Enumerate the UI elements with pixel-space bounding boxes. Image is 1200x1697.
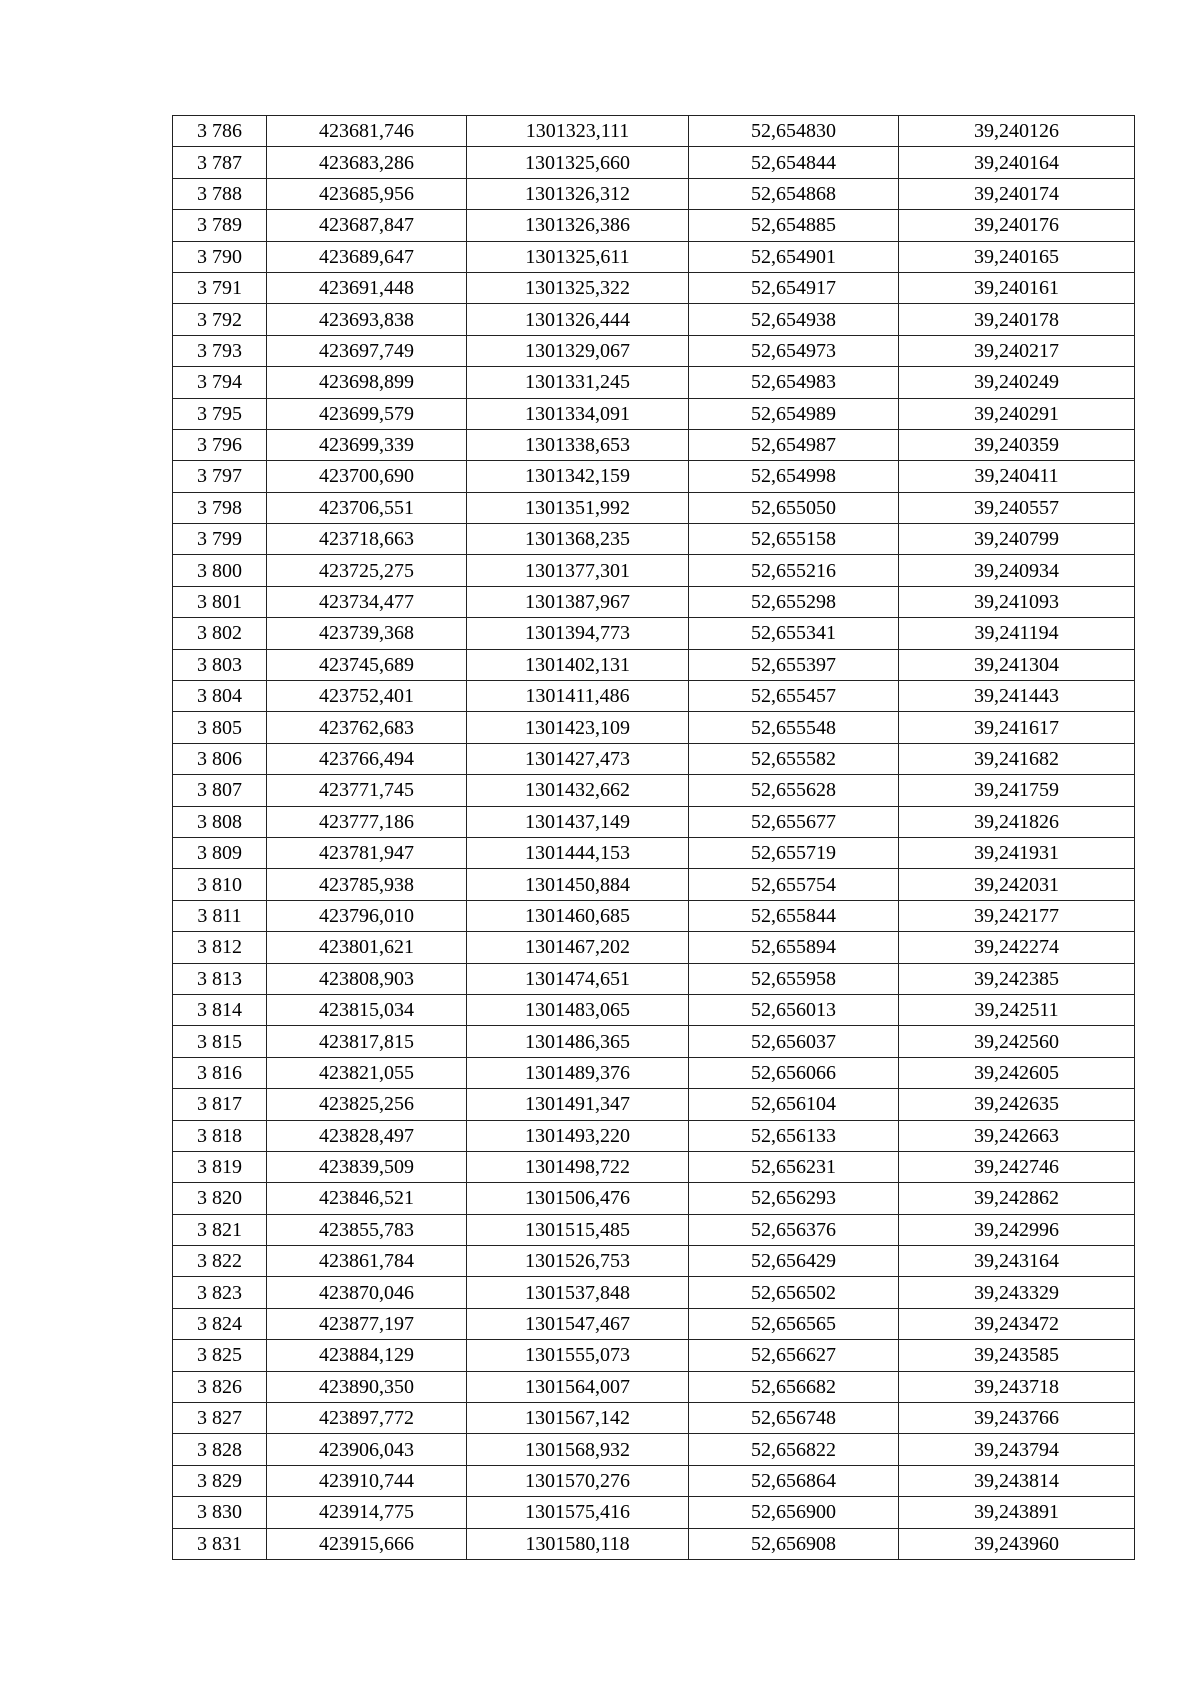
longitude-cell: 39,242511: [899, 994, 1135, 1025]
latitude-cell: 52,656900: [689, 1497, 899, 1528]
table-row: [173, 712, 1135, 743]
latitude-cell: 52,655844: [689, 900, 899, 931]
latitude-cell: 52,656682: [689, 1371, 899, 1402]
point-number-cell: 3 814: [173, 994, 267, 1025]
table-row: [173, 555, 1135, 586]
table-row: [173, 335, 1135, 366]
y-coordinate-cell: 1301325,660: [467, 147, 689, 178]
y-coordinate-cell: 1301326,312: [467, 178, 689, 209]
table-row: [173, 241, 1135, 272]
table-row: [173, 1214, 1135, 1245]
y-coordinate-cell: 1301329,067: [467, 335, 689, 366]
y-coordinate-cell: 1301467,202: [467, 932, 689, 963]
x-coordinate-cell: 423752,401: [267, 681, 467, 712]
y-coordinate-cell: 1301580,118: [467, 1528, 689, 1559]
latitude-cell: 52,656037: [689, 1026, 899, 1057]
table-row: [173, 492, 1135, 523]
point-number-cell: 3 825: [173, 1340, 267, 1371]
table-row: [173, 461, 1135, 492]
y-coordinate-cell: 1301331,245: [467, 367, 689, 398]
y-coordinate-cell: 1301411,486: [467, 681, 689, 712]
point-number-cell: 3 812: [173, 932, 267, 963]
x-coordinate-cell: 423699,339: [267, 429, 467, 460]
table-row: [173, 1183, 1135, 1214]
longitude-cell: 39,243891: [899, 1497, 1135, 1528]
x-coordinate-cell: 423687,847: [267, 210, 467, 241]
longitude-cell: 39,241931: [899, 837, 1135, 868]
point-number-cell: 3 795: [173, 398, 267, 429]
table-row: [173, 1403, 1135, 1434]
point-number-cell: 3 821: [173, 1214, 267, 1245]
longitude-cell: 39,240126: [899, 116, 1135, 147]
point-number-cell: 3 799: [173, 524, 267, 555]
latitude-cell: 52,654917: [689, 272, 899, 303]
longitude-cell: 39,242177: [899, 900, 1135, 931]
table-row: [173, 681, 1135, 712]
point-number-cell: 3 800: [173, 555, 267, 586]
table-row: [173, 1434, 1135, 1465]
point-number-cell: 3 826: [173, 1371, 267, 1402]
point-number-cell: 3 820: [173, 1183, 267, 1214]
point-number-cell: 3 788: [173, 178, 267, 209]
table-row: [173, 1528, 1135, 1559]
coordinates-table: [172, 115, 1135, 1560]
longitude-cell: 39,243585: [899, 1340, 1135, 1371]
y-coordinate-cell: 1301351,992: [467, 492, 689, 523]
table-row: [173, 806, 1135, 837]
point-number-cell: 3 796: [173, 429, 267, 460]
table-row: [173, 398, 1135, 429]
point-number-cell: 3 797: [173, 461, 267, 492]
latitude-cell: 52,654973: [689, 335, 899, 366]
y-coordinate-cell: 1301555,073: [467, 1340, 689, 1371]
point-number-cell: 3 794: [173, 367, 267, 398]
latitude-cell: 52,656133: [689, 1120, 899, 1151]
x-coordinate-cell: 423839,509: [267, 1151, 467, 1182]
longitude-cell: 39,240249: [899, 367, 1135, 398]
y-coordinate-cell: 1301460,685: [467, 900, 689, 931]
latitude-cell: 52,656429: [689, 1246, 899, 1277]
x-coordinate-cell: 423681,746: [267, 116, 467, 147]
x-coordinate-cell: 423785,938: [267, 869, 467, 900]
latitude-cell: 52,656822: [689, 1434, 899, 1465]
point-number-cell: 3 828: [173, 1434, 267, 1465]
table-row: [173, 1151, 1135, 1182]
longitude-cell: 39,240934: [899, 555, 1135, 586]
table-row: [173, 1026, 1135, 1057]
point-number-cell: 3 792: [173, 304, 267, 335]
point-number-cell: 3 802: [173, 618, 267, 649]
longitude-cell: 39,240174: [899, 178, 1135, 209]
longitude-cell: 39,242274: [899, 932, 1135, 963]
y-coordinate-cell: 1301537,848: [467, 1277, 689, 1308]
table-row: [173, 304, 1135, 335]
longitude-cell: 39,241617: [899, 712, 1135, 743]
longitude-cell: 39,242385: [899, 963, 1135, 994]
latitude-cell: 52,654844: [689, 147, 899, 178]
y-coordinate-cell: 1301489,376: [467, 1057, 689, 1088]
x-coordinate-cell: 423890,350: [267, 1371, 467, 1402]
table-row: [173, 524, 1135, 555]
latitude-cell: 52,655754: [689, 869, 899, 900]
table-row: [173, 994, 1135, 1025]
longitude-cell: 39,240411: [899, 461, 1135, 492]
point-number-cell: 3 791: [173, 272, 267, 303]
latitude-cell: 52,656293: [689, 1183, 899, 1214]
latitude-cell: 52,655894: [689, 932, 899, 963]
latitude-cell: 52,656376: [689, 1214, 899, 1245]
point-number-cell: 3 830: [173, 1497, 267, 1528]
longitude-cell: 39,240217: [899, 335, 1135, 366]
latitude-cell: 52,654983: [689, 367, 899, 398]
longitude-cell: 39,242560: [899, 1026, 1135, 1057]
x-coordinate-cell: 423817,815: [267, 1026, 467, 1057]
point-number-cell: 3 819: [173, 1151, 267, 1182]
table-row: [173, 1089, 1135, 1120]
point-number-cell: 3 807: [173, 775, 267, 806]
longitude-cell: 39,241194: [899, 618, 1135, 649]
point-number-cell: 3 805: [173, 712, 267, 743]
longitude-cell: 39,240557: [899, 492, 1135, 523]
longitude-cell: 39,243718: [899, 1371, 1135, 1402]
x-coordinate-cell: 423861,784: [267, 1246, 467, 1277]
longitude-cell: 39,242996: [899, 1214, 1135, 1245]
table-row: [173, 1246, 1135, 1277]
latitude-cell: 52,654938: [689, 304, 899, 335]
point-number-cell: 3 786: [173, 116, 267, 147]
y-coordinate-cell: 1301491,347: [467, 1089, 689, 1120]
x-coordinate-cell: 423808,903: [267, 963, 467, 994]
longitude-cell: 39,242605: [899, 1057, 1135, 1088]
longitude-cell: 39,242663: [899, 1120, 1135, 1151]
x-coordinate-cell: 423689,647: [267, 241, 467, 272]
longitude-cell: 39,243766: [899, 1403, 1135, 1434]
table-row: [173, 1497, 1135, 1528]
x-coordinate-cell: 423914,775: [267, 1497, 467, 1528]
point-number-cell: 3 816: [173, 1057, 267, 1088]
y-coordinate-cell: 1301423,109: [467, 712, 689, 743]
latitude-cell: 52,655216: [689, 555, 899, 586]
longitude-cell: 39,241304: [899, 649, 1135, 680]
latitude-cell: 52,656908: [689, 1528, 899, 1559]
longitude-cell: 39,241682: [899, 743, 1135, 774]
longitude-cell: 39,243794: [899, 1434, 1135, 1465]
y-coordinate-cell: 1301493,220: [467, 1120, 689, 1151]
longitude-cell: 39,240359: [899, 429, 1135, 460]
longitude-cell: 39,243164: [899, 1246, 1135, 1277]
longitude-cell: 39,243814: [899, 1465, 1135, 1496]
y-coordinate-cell: 1301432,662: [467, 775, 689, 806]
longitude-cell: 39,242862: [899, 1183, 1135, 1214]
longitude-cell: 39,241826: [899, 806, 1135, 837]
latitude-cell: 52,654868: [689, 178, 899, 209]
table-row: [173, 586, 1135, 617]
x-coordinate-cell: 423683,286: [267, 147, 467, 178]
x-coordinate-cell: 423815,034: [267, 994, 467, 1025]
y-coordinate-cell: 1301450,884: [467, 869, 689, 900]
y-coordinate-cell: 1301394,773: [467, 618, 689, 649]
table-row: [173, 367, 1135, 398]
point-number-cell: 3 787: [173, 147, 267, 178]
x-coordinate-cell: 423693,838: [267, 304, 467, 335]
longitude-cell: 39,240178: [899, 304, 1135, 335]
latitude-cell: 52,655341: [689, 618, 899, 649]
table-row: [173, 649, 1135, 680]
x-coordinate-cell: 423796,010: [267, 900, 467, 931]
latitude-cell: 52,655958: [689, 963, 899, 994]
y-coordinate-cell: 1301570,276: [467, 1465, 689, 1496]
longitude-cell: 39,240165: [899, 241, 1135, 272]
point-number-cell: 3 822: [173, 1246, 267, 1277]
x-coordinate-cell: 423777,186: [267, 806, 467, 837]
latitude-cell: 52,655628: [689, 775, 899, 806]
x-coordinate-cell: 423910,744: [267, 1465, 467, 1496]
x-coordinate-cell: 423897,772: [267, 1403, 467, 1434]
longitude-cell: 39,243472: [899, 1308, 1135, 1339]
y-coordinate-cell: 1301342,159: [467, 461, 689, 492]
table-row: [173, 1277, 1135, 1308]
y-coordinate-cell: 1301547,467: [467, 1308, 689, 1339]
table-row: [173, 900, 1135, 931]
latitude-cell: 52,655719: [689, 837, 899, 868]
x-coordinate-cell: 423884,129: [267, 1340, 467, 1371]
x-coordinate-cell: 423725,275: [267, 555, 467, 586]
point-number-cell: 3 823: [173, 1277, 267, 1308]
x-coordinate-cell: 423821,055: [267, 1057, 467, 1088]
latitude-cell: 52,654987: [689, 429, 899, 460]
point-number-cell: 3 803: [173, 649, 267, 680]
table-row: [173, 210, 1135, 241]
point-number-cell: 3 806: [173, 743, 267, 774]
y-coordinate-cell: 1301526,753: [467, 1246, 689, 1277]
point-number-cell: 3 818: [173, 1120, 267, 1151]
y-coordinate-cell: 1301564,007: [467, 1371, 689, 1402]
latitude-cell: 52,655677: [689, 806, 899, 837]
latitude-cell: 52,655158: [689, 524, 899, 555]
table-row: [173, 837, 1135, 868]
x-coordinate-cell: 423734,477: [267, 586, 467, 617]
x-coordinate-cell: 423685,956: [267, 178, 467, 209]
point-number-cell: 3 824: [173, 1308, 267, 1339]
y-coordinate-cell: 1301486,365: [467, 1026, 689, 1057]
longitude-cell: 39,243960: [899, 1528, 1135, 1559]
y-coordinate-cell: 1301506,476: [467, 1183, 689, 1214]
x-coordinate-cell: 423706,551: [267, 492, 467, 523]
y-coordinate-cell: 1301368,235: [467, 524, 689, 555]
x-coordinate-cell: 423771,745: [267, 775, 467, 806]
longitude-cell: 39,240164: [899, 147, 1135, 178]
point-number-cell: 3 813: [173, 963, 267, 994]
x-coordinate-cell: 423825,256: [267, 1089, 467, 1120]
latitude-cell: 52,655050: [689, 492, 899, 523]
table-row: [173, 178, 1135, 209]
latitude-cell: 52,654885: [689, 210, 899, 241]
latitude-cell: 52,655457: [689, 681, 899, 712]
table-row: [173, 116, 1135, 147]
x-coordinate-cell: 423846,521: [267, 1183, 467, 1214]
table-row: [173, 743, 1135, 774]
y-coordinate-cell: 1301334,091: [467, 398, 689, 429]
table-row: [173, 1308, 1135, 1339]
x-coordinate-cell: 423870,046: [267, 1277, 467, 1308]
latitude-cell: 52,656864: [689, 1465, 899, 1496]
x-coordinate-cell: 423762,683: [267, 712, 467, 743]
y-coordinate-cell: 1301325,322: [467, 272, 689, 303]
coordinates-table-body: [173, 116, 1135, 1560]
y-coordinate-cell: 1301387,967: [467, 586, 689, 617]
table-row: [173, 932, 1135, 963]
y-coordinate-cell: 1301437,149: [467, 806, 689, 837]
point-number-cell: 3 815: [173, 1026, 267, 1057]
longitude-cell: 39,241443: [899, 681, 1135, 712]
x-coordinate-cell: 423745,689: [267, 649, 467, 680]
y-coordinate-cell: 1301427,473: [467, 743, 689, 774]
x-coordinate-cell: 423739,368: [267, 618, 467, 649]
longitude-cell: 39,241093: [899, 586, 1135, 617]
point-number-cell: 3 793: [173, 335, 267, 366]
latitude-cell: 52,656013: [689, 994, 899, 1025]
y-coordinate-cell: 1301323,111: [467, 116, 689, 147]
y-coordinate-cell: 1301326,444: [467, 304, 689, 335]
point-number-cell: 3 789: [173, 210, 267, 241]
y-coordinate-cell: 1301575,416: [467, 1497, 689, 1528]
latitude-cell: 52,656502: [689, 1277, 899, 1308]
x-coordinate-cell: 423697,749: [267, 335, 467, 366]
table-row: [173, 963, 1135, 994]
table-row: [173, 1340, 1135, 1371]
longitude-cell: 39,240161: [899, 272, 1135, 303]
point-number-cell: 3 827: [173, 1403, 267, 1434]
longitude-cell: 39,242635: [899, 1089, 1135, 1120]
table-row: [173, 1371, 1135, 1402]
y-coordinate-cell: 1301326,386: [467, 210, 689, 241]
x-coordinate-cell: 423766,494: [267, 743, 467, 774]
y-coordinate-cell: 1301444,153: [467, 837, 689, 868]
latitude-cell: 52,655298: [689, 586, 899, 617]
x-coordinate-cell: 423828,497: [267, 1120, 467, 1151]
point-number-cell: 3 804: [173, 681, 267, 712]
latitude-cell: 52,656565: [689, 1308, 899, 1339]
x-coordinate-cell: 423877,197: [267, 1308, 467, 1339]
longitude-cell: 39,240291: [899, 398, 1135, 429]
y-coordinate-cell: 1301568,932: [467, 1434, 689, 1465]
x-coordinate-cell: 423855,783: [267, 1214, 467, 1245]
point-number-cell: 3 831: [173, 1528, 267, 1559]
latitude-cell: 52,655582: [689, 743, 899, 774]
y-coordinate-cell: 1301377,301: [467, 555, 689, 586]
point-number-cell: 3 817: [173, 1089, 267, 1120]
latitude-cell: 52,654830: [689, 116, 899, 147]
y-coordinate-cell: 1301483,065: [467, 994, 689, 1025]
table-row: [173, 1057, 1135, 1088]
point-number-cell: 3 809: [173, 837, 267, 868]
table-row: [173, 775, 1135, 806]
table-row: [173, 272, 1135, 303]
y-coordinate-cell: 1301402,131: [467, 649, 689, 680]
table-row: [173, 429, 1135, 460]
x-coordinate-cell: 423700,690: [267, 461, 467, 492]
point-number-cell: 3 801: [173, 586, 267, 617]
y-coordinate-cell: 1301325,611: [467, 241, 689, 272]
latitude-cell: 52,656104: [689, 1089, 899, 1120]
point-number-cell: 3 790: [173, 241, 267, 272]
x-coordinate-cell: 423915,666: [267, 1528, 467, 1559]
x-coordinate-cell: 423906,043: [267, 1434, 467, 1465]
y-coordinate-cell: 1301567,142: [467, 1403, 689, 1434]
latitude-cell: 52,654901: [689, 241, 899, 272]
latitude-cell: 52,656231: [689, 1151, 899, 1182]
point-number-cell: 3 808: [173, 806, 267, 837]
latitude-cell: 52,654989: [689, 398, 899, 429]
latitude-cell: 52,656066: [689, 1057, 899, 1088]
table-row: [173, 1465, 1135, 1496]
point-number-cell: 3 811: [173, 900, 267, 931]
table-row: [173, 618, 1135, 649]
x-coordinate-cell: 423691,448: [267, 272, 467, 303]
x-coordinate-cell: 423801,621: [267, 932, 467, 963]
latitude-cell: 52,656748: [689, 1403, 899, 1434]
table-row: [173, 147, 1135, 178]
x-coordinate-cell: 423699,579: [267, 398, 467, 429]
longitude-cell: 39,240176: [899, 210, 1135, 241]
y-coordinate-cell: 1301338,653: [467, 429, 689, 460]
longitude-cell: 39,240799: [899, 524, 1135, 555]
x-coordinate-cell: 423718,663: [267, 524, 467, 555]
x-coordinate-cell: 423698,899: [267, 367, 467, 398]
y-coordinate-cell: 1301498,722: [467, 1151, 689, 1182]
latitude-cell: 52,655397: [689, 649, 899, 680]
longitude-cell: 39,242031: [899, 869, 1135, 900]
latitude-cell: 52,656627: [689, 1340, 899, 1371]
y-coordinate-cell: 1301515,485: [467, 1214, 689, 1245]
point-number-cell: 3 829: [173, 1465, 267, 1496]
table-row: [173, 1120, 1135, 1151]
longitude-cell: 39,241759: [899, 775, 1135, 806]
longitude-cell: 39,243329: [899, 1277, 1135, 1308]
longitude-cell: 39,242746: [899, 1151, 1135, 1182]
table-row: [173, 869, 1135, 900]
point-number-cell: 3 798: [173, 492, 267, 523]
latitude-cell: 52,654998: [689, 461, 899, 492]
point-number-cell: 3 810: [173, 869, 267, 900]
x-coordinate-cell: 423781,947: [267, 837, 467, 868]
y-coordinate-cell: 1301474,651: [467, 963, 689, 994]
latitude-cell: 52,655548: [689, 712, 899, 743]
